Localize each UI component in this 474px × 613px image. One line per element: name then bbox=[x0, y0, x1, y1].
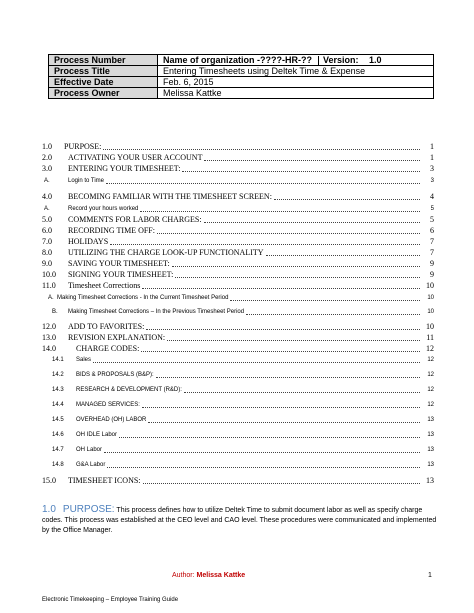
toc-title: Making Timesheet Corrections – In the Previous Timesheet Period bbox=[68, 309, 245, 315]
toc-page: 5 bbox=[430, 206, 434, 212]
process-title-row bbox=[49, 66, 434, 77]
version-label: Version: bbox=[322, 55, 359, 65]
purpose-section bbox=[42, 505, 437, 536]
toc-title: Timesheet Corrections bbox=[68, 281, 141, 290]
toc-leader-dots bbox=[140, 210, 420, 212]
toc-number: 14.1 bbox=[52, 357, 64, 363]
toc-number: A. bbox=[48, 295, 54, 301]
toc-number: B. bbox=[52, 309, 58, 315]
toc-leader-dots bbox=[141, 350, 420, 352]
toc-page: 10 bbox=[427, 295, 434, 301]
toc-title: G&A Labor bbox=[76, 462, 106, 468]
toc-page: 9 bbox=[430, 259, 434, 268]
toc-leader-dots bbox=[184, 391, 420, 393]
toc-title: SAVING YOUR TIMESHEET: bbox=[68, 259, 170, 268]
toc-leader-dots bbox=[107, 466, 420, 468]
toc-number: 14.7 bbox=[52, 447, 64, 453]
toc-title: CHARGE CODES: bbox=[76, 344, 140, 353]
toc-number: 13.0 bbox=[42, 333, 56, 342]
toc-page: 7 bbox=[430, 248, 434, 257]
effective-date-value: Feb. 6, 2015 bbox=[158, 77, 434, 88]
toc-number: 4.0 bbox=[42, 192, 52, 201]
toc-leader-dots bbox=[142, 287, 420, 289]
toc-number: 12.0 bbox=[42, 322, 56, 331]
toc-leader-dots bbox=[119, 436, 420, 438]
purpose-heading: PURPOSE: bbox=[62, 504, 115, 515]
toc-leader-dots bbox=[230, 299, 420, 301]
toc-title: ENTERING YOUR TIMESHEET: bbox=[68, 164, 181, 173]
toc-page: 13 bbox=[427, 447, 434, 453]
page-number: 1 bbox=[428, 572, 432, 579]
toc-number: A. bbox=[44, 178, 50, 184]
organization-cell bbox=[158, 55, 434, 66]
toc-number: 14.3 bbox=[52, 387, 64, 393]
toc-title: REVISION EXPLANATION: bbox=[68, 333, 166, 342]
process-title-value: Entering Timesheets using Deltek Time & Expense bbox=[158, 66, 434, 77]
toc-title: OH Labor bbox=[76, 447, 103, 453]
toc-number: 7.0 bbox=[42, 237, 52, 246]
toc-page: 4 bbox=[430, 192, 434, 201]
toc-number: 14.4 bbox=[52, 402, 64, 408]
toc-title: TIMESHEET ICONS: bbox=[68, 476, 141, 485]
toc-page: 12 bbox=[427, 372, 434, 378]
effective-date-label: Effective Date bbox=[49, 77, 158, 88]
toc-page: 12 bbox=[427, 402, 434, 408]
toc-page: 6 bbox=[430, 226, 434, 235]
process-number-label: Process Number bbox=[49, 55, 158, 66]
toc-page: 9 bbox=[430, 270, 434, 279]
toc-page: 13 bbox=[427, 432, 434, 438]
toc-title: OVERHEAD (OH) LABOR bbox=[76, 417, 147, 423]
toc-number: 9.0 bbox=[42, 259, 52, 268]
toc-page: 3 bbox=[430, 164, 434, 173]
process-owner-value: Melissa Kattke bbox=[158, 88, 434, 99]
toc-leader-dots bbox=[104, 451, 420, 453]
toc-leader-dots bbox=[274, 198, 420, 200]
toc-leader-dots bbox=[157, 232, 420, 234]
toc-title: RECORDING TIME OFF: bbox=[68, 226, 155, 235]
process-owner-row bbox=[49, 88, 434, 99]
toc-number: 14.6 bbox=[52, 432, 64, 438]
toc-page: 12 bbox=[427, 387, 434, 393]
purpose-text: This process defines how to utilize Deltek Time to submit document labor as well as specify charge codes. This process was established at the CEO level and CAO level. These procedures were communicated and implemented by the Office Manager. bbox=[42, 507, 437, 534]
toc-number: 14.5 bbox=[52, 417, 64, 423]
toc-leader-dots bbox=[146, 328, 420, 330]
author-line bbox=[172, 572, 245, 579]
toc-page: 13 bbox=[427, 417, 434, 423]
toc-page: 13 bbox=[427, 462, 434, 468]
toc-number: 14.0 bbox=[42, 344, 56, 353]
toc-leader-dots bbox=[266, 254, 420, 256]
toc-number: 1.0 bbox=[42, 142, 52, 151]
toc-leader-dots bbox=[143, 482, 420, 484]
toc-number: A. bbox=[44, 206, 50, 212]
toc-title: ADD TO FAVORITES: bbox=[68, 322, 145, 331]
toc-title: ACTIVATING YOUR USER ACCOUNT bbox=[68, 153, 203, 162]
toc-number: 2.0 bbox=[42, 153, 52, 162]
toc-leader-dots bbox=[172, 265, 420, 267]
toc-number: 6.0 bbox=[42, 226, 52, 235]
toc-title: BECOMING FAMILIAR WITH THE TIMESHEET SCREEN: bbox=[68, 192, 272, 201]
toc-page: 10 bbox=[426, 322, 434, 331]
cell-divider bbox=[318, 56, 319, 65]
toc-page: 1 bbox=[430, 153, 434, 162]
toc-title: RESEARCH & DEVELOPMENT (R&D): bbox=[76, 387, 182, 393]
organization-label: Name of organization -????-HR-?? bbox=[163, 55, 312, 65]
toc-leader-dots bbox=[142, 406, 420, 408]
toc-page: 7 bbox=[430, 237, 434, 246]
toc-leader-dots bbox=[204, 221, 420, 223]
toc-number: 14.2 bbox=[52, 372, 64, 378]
toc-leader-dots bbox=[110, 243, 420, 245]
toc-title: Making Timesheet Corrections - In the Current Timesheet Period bbox=[57, 295, 229, 301]
toc-title: Record your hours worked bbox=[68, 206, 139, 212]
toc-page: 3 bbox=[430, 178, 434, 184]
toc-page: 13 bbox=[426, 476, 434, 485]
toc-number: 15.0 bbox=[42, 476, 56, 485]
toc-title: Sales bbox=[76, 357, 92, 363]
toc-title: BIDS & PROPOSALS (B&P): bbox=[76, 372, 154, 378]
toc-number: 10.0 bbox=[42, 270, 56, 279]
toc-title: MANAGED SERVICES: bbox=[76, 402, 140, 408]
page-footer: Electronic Timekeeping – Employee Training Guide bbox=[42, 597, 179, 603]
toc-leader-dots bbox=[246, 313, 420, 315]
toc-leader-dots bbox=[103, 148, 420, 150]
toc-number: 3.0 bbox=[42, 164, 52, 173]
process-header-table bbox=[48, 54, 434, 99]
toc-title: COMMENTS FOR LABOR CHARGES: bbox=[68, 215, 202, 224]
toc-title: OH IDLE Labor bbox=[76, 432, 118, 438]
toc-number: 11.0 bbox=[42, 281, 56, 290]
toc-title: HOLIDAYS bbox=[68, 237, 109, 246]
author-name: Melissa Kattke bbox=[196, 572, 246, 579]
author-label: Author: bbox=[172, 572, 195, 579]
toc-page: 11 bbox=[426, 333, 434, 342]
toc-title: PURPOSE: bbox=[64, 142, 102, 151]
toc-page: 5 bbox=[430, 215, 434, 224]
toc-title: Login to Time bbox=[68, 178, 105, 184]
toc-leader-dots bbox=[182, 170, 420, 172]
toc-page: 1 bbox=[430, 142, 434, 151]
toc-page: 10 bbox=[426, 281, 434, 290]
toc-page: 12 bbox=[427, 357, 434, 363]
process-title-label: Process Title bbox=[49, 66, 158, 77]
purpose-number: 1.0 bbox=[42, 504, 56, 515]
toc-number: 14.8 bbox=[52, 462, 64, 468]
toc-leader-dots bbox=[156, 376, 420, 378]
toc-title: SIGNING YOUR TIMESHEET: bbox=[68, 270, 174, 279]
process-number-row bbox=[49, 55, 434, 66]
toc-leader-dots bbox=[204, 159, 420, 161]
toc-leader-dots bbox=[167, 339, 420, 341]
version-value: 1.0 bbox=[369, 55, 382, 65]
toc-leader-dots bbox=[106, 182, 420, 184]
toc-leader-dots bbox=[93, 361, 420, 363]
toc-page: 10 bbox=[427, 309, 434, 315]
toc-leader-dots bbox=[175, 276, 420, 278]
toc-number: 8.0 bbox=[42, 248, 52, 257]
process-owner-label: Process Owner bbox=[49, 88, 158, 99]
toc-page: 12 bbox=[426, 344, 434, 353]
toc-leader-dots bbox=[148, 421, 420, 423]
toc-number: 5.0 bbox=[42, 215, 52, 224]
toc-title: UTILIZING THE CHARGE LOOK-UP FUNCTIONALITY bbox=[68, 248, 264, 257]
effective-date-row bbox=[49, 77, 434, 88]
